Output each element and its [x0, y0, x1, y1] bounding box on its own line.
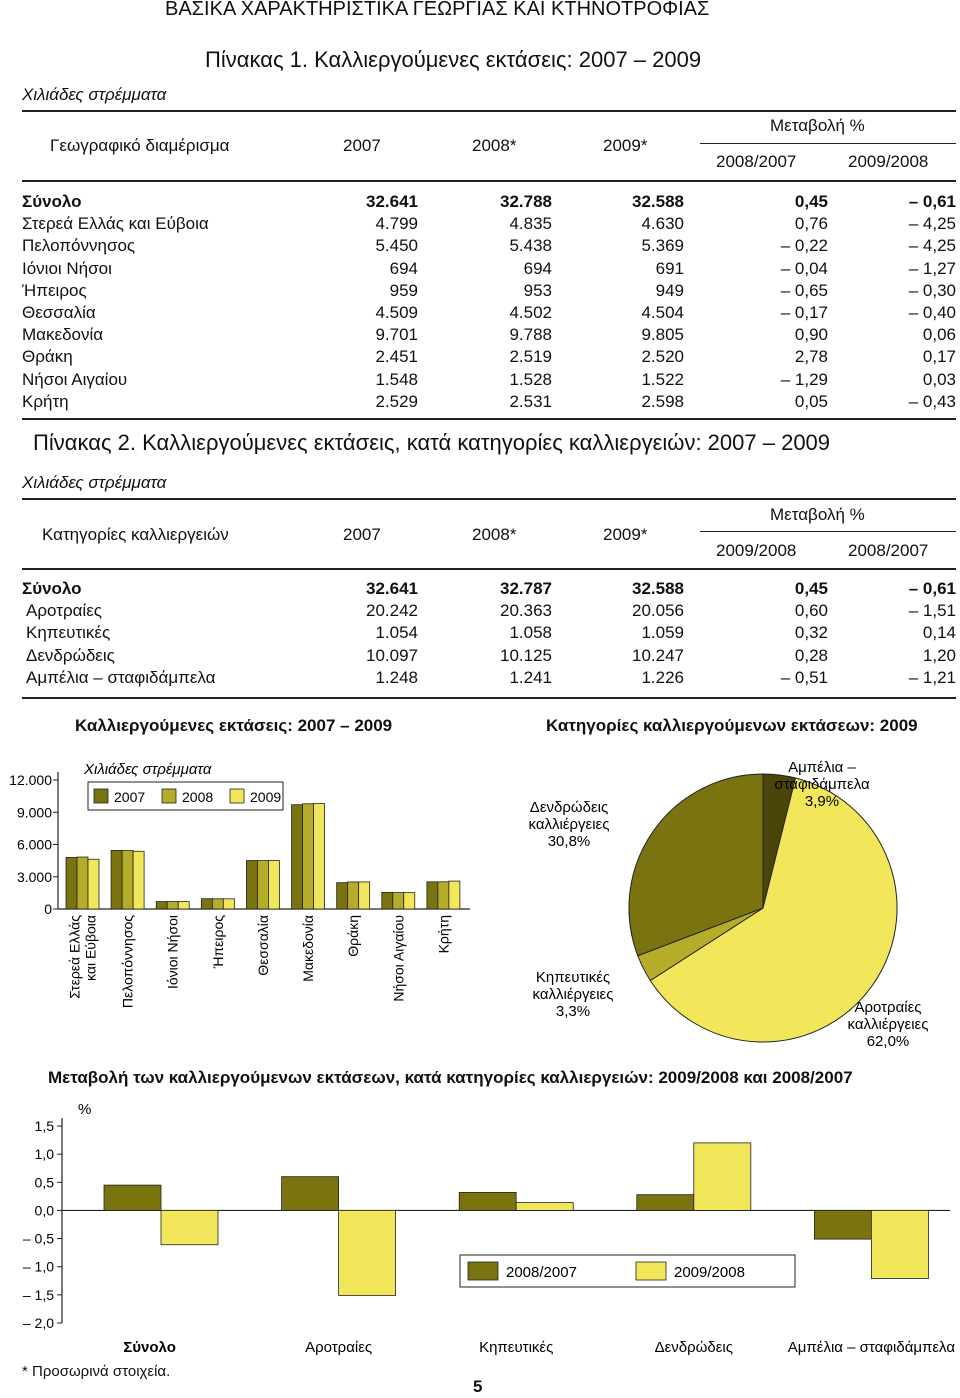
x-tick-label [300, 915, 316, 982]
y-tick-label: 12.000 [9, 772, 52, 788]
bar-2009/2008 [339, 1210, 396, 1295]
x-tick-label-line: Θράκη [345, 915, 362, 957]
change-chart [0, 1090, 960, 1360]
table2-cell-v2007: 10.097 [366, 645, 418, 665]
bar-2009 [359, 882, 370, 909]
bar-2007 [156, 902, 167, 909]
table1-body [22, 191, 956, 413]
y-axis-unit: % [78, 1101, 92, 1118]
bar-2008 [212, 899, 223, 909]
table1-cell-v2008: 2.519 [509, 347, 552, 367]
x-tick-label-line: Ιόνιοι Νήσοι [164, 915, 181, 990]
bar-2009 [404, 893, 415, 909]
table1-row [22, 191, 956, 213]
table1-cell-c1: 0,76 [794, 214, 828, 234]
pie-slice-label-line: καλλιέργειες [528, 816, 610, 833]
table2-cell-v2007: 1.248 [375, 667, 418, 687]
table1-row-label: Ήπειρος [22, 280, 87, 300]
legend-swatch-2008/2007 [468, 1262, 498, 1280]
table1-cell-v2007: 1.548 [375, 369, 418, 389]
table1-cell-v2009: 9.805 [641, 325, 684, 345]
legend-swatch-2007 [94, 789, 108, 803]
table1-cell-v2008: 694 [523, 258, 552, 278]
table1-cell-v2007: 2.529 [375, 391, 418, 411]
table1-cell-v2009: 2.520 [641, 347, 684, 367]
legend [88, 782, 283, 810]
table1-row [22, 258, 956, 280]
table1-cell-c2: 0,03 [922, 369, 956, 389]
table2-cell-c2: 1,20 [922, 645, 956, 665]
bar-2009/2008 [516, 1203, 573, 1211]
x-tick-label [255, 915, 271, 976]
table2-header-change: Μεταβολή % [770, 505, 865, 524]
table2-row [22, 578, 956, 600]
table1-row [22, 346, 956, 368]
table1-header-c2: 2009/2008 [848, 152, 929, 171]
table1-cell-v2007: 4.509 [375, 303, 418, 323]
table1-cell-c2: – 0,40 [908, 303, 956, 323]
bar-2009 [449, 881, 460, 909]
bar-chart [0, 745, 480, 1020]
table2-cell-v2008: 1.058 [509, 623, 552, 643]
bar-2007 [427, 882, 438, 909]
bar-2008/2007 [814, 1210, 871, 1239]
table1-header-2009: 2009* [603, 136, 648, 155]
table2-cell-c1: 0,28 [794, 645, 828, 665]
pie-slice-label-line: σταφιδάμπελα [774, 776, 870, 793]
bar-2009 [268, 861, 279, 909]
y-tick-label: – 1,5 [22, 1286, 54, 1303]
y-tick-label: 0 [44, 901, 52, 917]
table2-cell-c1: – 0,51 [780, 667, 828, 687]
table2-unit: Χιλιάδες στρέμματα [22, 473, 167, 492]
table1-top-rule [22, 110, 956, 112]
table2-header-2008: 2008* [472, 525, 517, 544]
pie-slice-label-line: 3,3% [555, 1003, 591, 1020]
table1-row [22, 369, 956, 391]
table1-cell-v2008: 4.835 [509, 214, 552, 234]
table2-cell-v2007: 1.054 [375, 623, 418, 643]
bar-2007 [201, 899, 212, 909]
table1-row-label: Ιόνιοι Νήσοι [22, 258, 112, 278]
x-tick-label [345, 915, 361, 957]
bar-chart-title: Καλλιεργούμενες εκτάσεις: 2007 – 2009 [75, 716, 393, 735]
table2-cell-v2009: 32.588 [632, 579, 684, 599]
x-tick-label: Αμπέλια – σταφιδάμπελα [787, 1339, 956, 1356]
table1-cell-c2: 0,06 [922, 325, 956, 345]
table1-cell-c2: – 4,25 [908, 214, 956, 234]
table1-cell-c1: – 0,17 [780, 303, 828, 323]
legend-label-2007: 2007 [114, 789, 146, 805]
table1-cell-v2009: 4.504 [641, 303, 684, 323]
bar-2008 [303, 804, 314, 909]
table1-cell-v2009: 691 [655, 258, 684, 278]
table1-row-label: Θράκη [22, 347, 73, 367]
table1-unit: Χιλιάδες στρέμματα [22, 85, 167, 104]
table2-row [22, 645, 956, 667]
bar-2008 [167, 902, 178, 909]
table1-cell-c1: – 0,22 [780, 236, 828, 256]
table1-header-rule [22, 180, 956, 182]
table1-bottom-rule [22, 418, 956, 420]
table1-cell-c2: – 4,25 [908, 236, 956, 256]
change-chart-title: Μεταβολή των καλλιεργούμενων εκτάσεων, κατά κατηγορίες καλλιεργειών: 2009/2008 και 2008/2007 [48, 1068, 853, 1087]
x-tick-label: Κηπευτικές [479, 1339, 554, 1356]
table2-bottom-rule [22, 697, 956, 699]
table1-row [22, 391, 956, 413]
table1-cell-v2008: 1.528 [509, 369, 552, 389]
y-tick-label: 1,0 [34, 1146, 54, 1163]
table1-cell-v2007: 4.799 [375, 214, 418, 234]
x-tick-label-line: Στερεά Ελλάς [66, 915, 83, 999]
y-axis-unit: Χιλιάδες στρέμματα [84, 761, 212, 778]
pie-chart [480, 750, 960, 1062]
table2-title: Πίνακας 2. Καλλιεργούμενες εκτάσεις, κατά κατηγορίες καλλιεργειών: 2007 – 2009 [33, 430, 831, 455]
table1-cell-v2009: 949 [655, 280, 684, 300]
bar-2008 [77, 857, 88, 909]
table2-cell-c1: 0,45 [794, 579, 828, 599]
x-tick-label-line: Πελοπόννησος [119, 915, 136, 1009]
legend-label-2009: 2009 [250, 789, 282, 805]
table2-cell-c2: – 1,21 [908, 667, 956, 687]
table1-cell-v2007: 694 [389, 258, 418, 278]
table1-header-region: Γεωγραφικό διαμέρισμα [50, 136, 230, 155]
table2-row [22, 600, 956, 622]
x-tick-label [67, 915, 99, 999]
bar-2007 [382, 892, 393, 909]
table2-header-2007: 2007 [343, 525, 381, 544]
table2-body [22, 578, 956, 689]
bar-2009/2008 [694, 1143, 751, 1211]
table1-cell-c2: – 1,27 [908, 258, 956, 278]
table2-cell-c2: 0,14 [922, 623, 956, 643]
table1-cell-c1: 0,90 [794, 325, 828, 345]
bar-2008/2007 [637, 1195, 694, 1211]
table1-cell-v2009: 1.522 [641, 369, 684, 389]
table2-row-label: Αμπέλια – σταφιδάμπελα [26, 667, 216, 687]
x-tick-label [210, 915, 226, 969]
table1-cell-c1: 2,78 [794, 347, 828, 367]
table2-header-c1: 2009/2008 [716, 541, 797, 560]
bar-2008/2007 [459, 1192, 516, 1210]
x-tick-label-line: και Εύβοια [82, 915, 99, 981]
table1-cell-v2007: 959 [389, 280, 418, 300]
table1-title: Πίνακας 1. Καλλιεργούμενες εκτάσεις: 2007 – 2009 [205, 47, 702, 72]
bar-2008 [122, 851, 133, 909]
table1-cell-v2008: 9.788 [509, 325, 552, 345]
pie-slice-label [533, 969, 614, 1020]
table1-row [22, 324, 956, 346]
bar-2009 [178, 902, 189, 909]
pie-slice-label-line: καλλιέργειες [847, 1016, 929, 1033]
table2-cell-c1: 0,60 [794, 601, 828, 621]
table2-row [22, 667, 956, 689]
pie-slice-label-line: Αροτραίες [854, 999, 922, 1016]
pie-slice-label-line: 30,8% [547, 833, 591, 850]
y-tick-label: – 0,5 [22, 1230, 54, 1247]
x-tick-label [165, 915, 181, 989]
table1-header-2007: 2007 [343, 136, 381, 155]
table2-cell-v2009: 20.056 [632, 601, 684, 621]
table2-cell-v2009: 1.059 [641, 623, 684, 643]
table1-cell-v2009: 32.588 [632, 192, 684, 212]
table1-row [22, 213, 956, 235]
legend-label-2008: 2008 [182, 789, 214, 805]
table1-row-label: Νήσοι Αιγαίου [22, 369, 128, 389]
pie-slice-label [529, 799, 610, 850]
table2-header-category: Κατηγορίες καλλιεργειών [42, 525, 229, 544]
pie-slice-label [848, 999, 929, 1050]
x-tick-label: Αροτραίες [305, 1339, 373, 1356]
table2-row [22, 622, 956, 644]
table1-cell-c1: – 0,04 [780, 258, 828, 278]
table1-cell-c1: – 1,29 [780, 369, 828, 389]
table1-row [22, 280, 956, 302]
table1-cell-c2: – 0,61 [908, 192, 956, 212]
table2-top-rule [22, 498, 956, 500]
y-tick-label: 1,5 [34, 1118, 54, 1134]
table1 [22, 191, 956, 413]
pie-slice-label-line: 62,0% [866, 1033, 910, 1050]
table2-row-label: Δενδρώδεις [26, 645, 115, 665]
table1-cell-v2008: 953 [523, 280, 552, 300]
table1-cell-v2007: 5.450 [375, 236, 418, 256]
bar-2007 [337, 883, 348, 909]
legend-swatch-2008 [162, 789, 176, 803]
table1-cell-v2009: 5.369 [641, 236, 684, 256]
bar-2009 [223, 899, 234, 909]
y-tick-label: 6.000 [16, 836, 52, 853]
table1-row [22, 302, 956, 324]
table2-cell-v2008: 20.363 [500, 601, 552, 621]
bar-2008 [438, 882, 449, 909]
bar-2008 [393, 893, 404, 909]
table2 [22, 578, 956, 689]
table2-header-rule [22, 568, 956, 570]
table1-cell-c1: – 0,65 [780, 280, 828, 300]
table2-header-2009: 2009* [603, 525, 648, 544]
bar-2007 [111, 850, 122, 909]
y-tick-label: 9.000 [16, 804, 52, 821]
table1-cell-v2009: 2.598 [641, 391, 684, 411]
table1-row-label: Μακεδονία [22, 325, 104, 345]
table2-cell-v2007: 20.242 [366, 601, 418, 621]
bar-2008/2007 [282, 1177, 339, 1211]
table2-cell-v2008: 32.787 [500, 579, 552, 599]
table1-header-2008: 2008* [472, 136, 517, 155]
table1-cell-c2: – 0,43 [908, 391, 956, 411]
pie-slice-label-line: καλλιέργειες [532, 986, 614, 1003]
x-tick-label: Δενδρώδεις [654, 1339, 734, 1356]
table1-row-label: Κρήτη [22, 391, 69, 411]
table1-cell-v2008: 2.531 [509, 391, 552, 411]
pie-chart-title: Κατηγορίες καλλιεργούμενων εκτάσεων: 2009 [546, 716, 918, 735]
table2-row-label: Σύνολο [22, 579, 82, 599]
pie-slice-label-line: Δενδρώδεις [529, 799, 609, 816]
y-tick-label: 0,5 [34, 1174, 54, 1191]
x-tick-label [390, 915, 406, 1002]
table1-change-rule [700, 143, 956, 144]
legend-label-2008/2007: 2008/2007 [506, 1264, 577, 1281]
table1-row [22, 235, 956, 257]
table2-cell-v2009: 10.247 [632, 645, 684, 665]
table2-row-label: Αροτραίες [26, 601, 102, 621]
table1-row-label: Στερεά Ελλάς και Εύβοια [22, 214, 209, 234]
bar-2008 [348, 882, 359, 909]
table2-row-label: Κηπευτικές [26, 623, 111, 643]
table1-cell-v2008: 5.438 [509, 236, 552, 256]
pie-slice-label-line: Αμπέλια – [788, 759, 856, 776]
table1-row-label: Πελοπόννησος [22, 236, 136, 256]
table1-cell-c1: 0,45 [794, 192, 828, 212]
legend-swatch-2009/2008 [636, 1262, 666, 1280]
footnote: * Προσωρινά στοιχεία. [22, 1363, 171, 1380]
y-tick-label: 3.000 [16, 868, 52, 885]
bar-2007 [292, 805, 303, 909]
table1-cell-v2008: 32.788 [500, 192, 552, 212]
table1-cell-v2008: 4.502 [509, 303, 552, 323]
table1-cell-c2: – 0,30 [908, 280, 956, 300]
table1-header-c1: 2008/2007 [716, 152, 797, 171]
bar-2008/2007 [104, 1185, 161, 1210]
bar-2009 [314, 804, 325, 909]
table2-cell-c1: 0,32 [794, 623, 828, 643]
page-number: 5 [473, 1377, 483, 1396]
x-tick-label [435, 915, 451, 953]
table2-cell-v2009: 1.226 [641, 667, 684, 687]
legend-label-2009/2008: 2009/2008 [674, 1264, 745, 1281]
pie-slice-label-line: Κηπευτικές [535, 969, 611, 986]
table1-cell-v2007: 2.451 [375, 347, 418, 367]
table1-header-change: Μεταβολή % [770, 116, 865, 135]
bar-2009 [133, 851, 144, 909]
table2-cell-v2008: 10.125 [500, 645, 552, 665]
x-tick-label-line: Νήσοι Αιγαίου [390, 915, 407, 1002]
table2-cell-v2007: 32.641 [366, 579, 418, 599]
table1-cell-c1: 0,05 [794, 391, 828, 411]
y-tick-label: 0,0 [34, 1202, 54, 1219]
bar-2009 [88, 859, 99, 909]
table2-change-rule [700, 531, 956, 532]
bar-2008 [257, 861, 268, 909]
table2-cell-c2: – 0,61 [908, 579, 956, 599]
bar-2007 [66, 857, 77, 909]
table1-cell-v2007: 9.701 [375, 325, 418, 345]
x-tick-label-line: Θεσσαλία [254, 915, 271, 976]
legend-swatch-2009 [230, 789, 244, 803]
table1-cell-v2009: 4.630 [641, 214, 684, 234]
y-tick-label: – 2,0 [22, 1315, 54, 1331]
y-tick-label: – 1,0 [22, 1258, 54, 1275]
table1-row-label: Σύνολο [22, 192, 82, 212]
bar-2007 [246, 861, 257, 909]
table2-cell-v2008: 1.241 [509, 667, 552, 687]
x-tick-label: Σύνολο [123, 1339, 176, 1356]
bar-2009/2008 [161, 1210, 218, 1244]
x-tick-label-line: Μακεδονία [300, 915, 317, 982]
x-tick-label [120, 915, 136, 1008]
legend [460, 1255, 795, 1287]
pie-slice-label-line: 3,9% [804, 793, 840, 810]
table2-header-c2: 2008/2007 [848, 541, 929, 560]
x-tick-label-line: Ήπειρος [209, 915, 226, 969]
table1-cell-v2007: 32.641 [366, 192, 418, 212]
x-tick-label-line: Κρήτη [435, 915, 452, 954]
table1-cell-c2: 0,17 [922, 347, 956, 367]
table1-row-label: Θεσσαλία [22, 303, 96, 323]
table2-cell-c2: – 1,51 [908, 601, 956, 621]
bar-2009/2008 [871, 1210, 928, 1278]
page-heading: ΒΑΣΙΚΑ ΧΑΡΑΚΤΗΡΙΣΤΙΚΑ ΓΕΩΡΓΙΑΣ ΚΑΙ ΚΤΗΝΟΤΡΟΦΙΑΣ [165, 0, 710, 20]
